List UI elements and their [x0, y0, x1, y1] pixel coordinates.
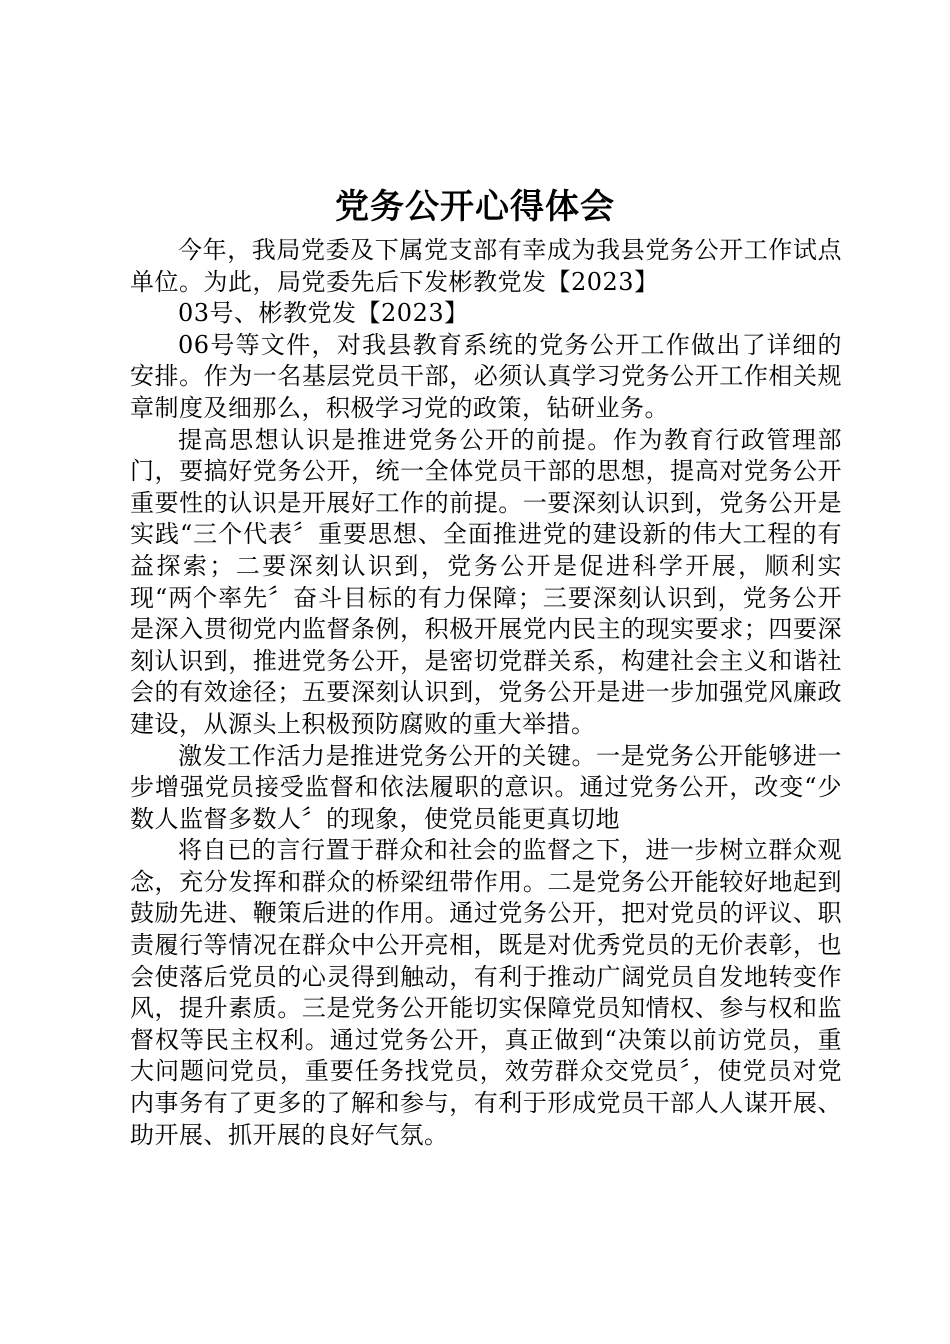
paragraph: 将自已的言行置于群众和社会的监督之下，进一步树立群众观念，充分发挥和群众的桥梁纽带作用。二是党务公开能较好地起到鼓励先进、鞭策后进的作用。通过党务公开，把对党员的评议、职责履行等情况在群众中公开亮相，既是对优秀党员的无价表彰，也会使落后党员的心灵得到触动，有利于推动广阔党员自发地转变作风，提升素质。三是党务公开能切实保障党员知情权、参与权和监督权等民主权利。通过党务公开，真正做到“决策以前访党员，重大问题问党员，重要任务找党员，效劳群众交党员〞，使党员对党内事务有了更多的了解和参与，有利于形成党员干部人人谋开展、助开展、抓开展的良好气氛。 — [130, 836, 842, 1149]
paragraph: 06号等文件，对我县教育系统的党务公开工作做出了详细的安排。作为一名基层党员干部，必须认真学习党务公开工作相关规章制度及细那么，积极学习党的政策，钻研业务。 — [130, 330, 842, 422]
page-title: 党务公开心得体会 — [335, 187, 615, 227]
paragraph: 03号、彬教党发【2023】 — [178, 299, 469, 328]
paragraph: 提高思想认识是推进党务公开的前提。作为教育行政管理部门，要搞好党务公开，统一全体党员干部的思想，提高对党务公开重要性的认识是开展好工作的前提。一要深刻认识到，党务公开是实践“三个代表〞重要思想、全面推进党的建设新的伟大工程的有益探索；二要深刻认识到，党务公开是促进科学开展，顺利实现“两个率先〞奋斗目标的有力保障；三要深刻认识到，党务公开是深入贯彻党内监督条例，积极开展党内民主的现实要求；四要深刻认识到，推进党务公开，是密切党群关系，构建社会主义和谐社会的有效途径；五要深刻认识到，党务公开是进一步加强党风廉政建设，从源头上积极预防腐败的重大举措。 — [130, 425, 842, 738]
paragraph: 激发工作活力是推进党务公开的关键。一是党务公开能够进一步增强党员接受监督和依法履职的意识。通过党务公开，改变“少数人监督多数人〞的现象，使党员能更真切地 — [130, 741, 842, 833]
document-body — [130, 235, 842, 1151]
paragraph: 今年，我局党委及下属党支部有幸成为我县党务公开工作试点单位。为此，局党委先后下发彬教党发【2023】 — [130, 236, 842, 296]
